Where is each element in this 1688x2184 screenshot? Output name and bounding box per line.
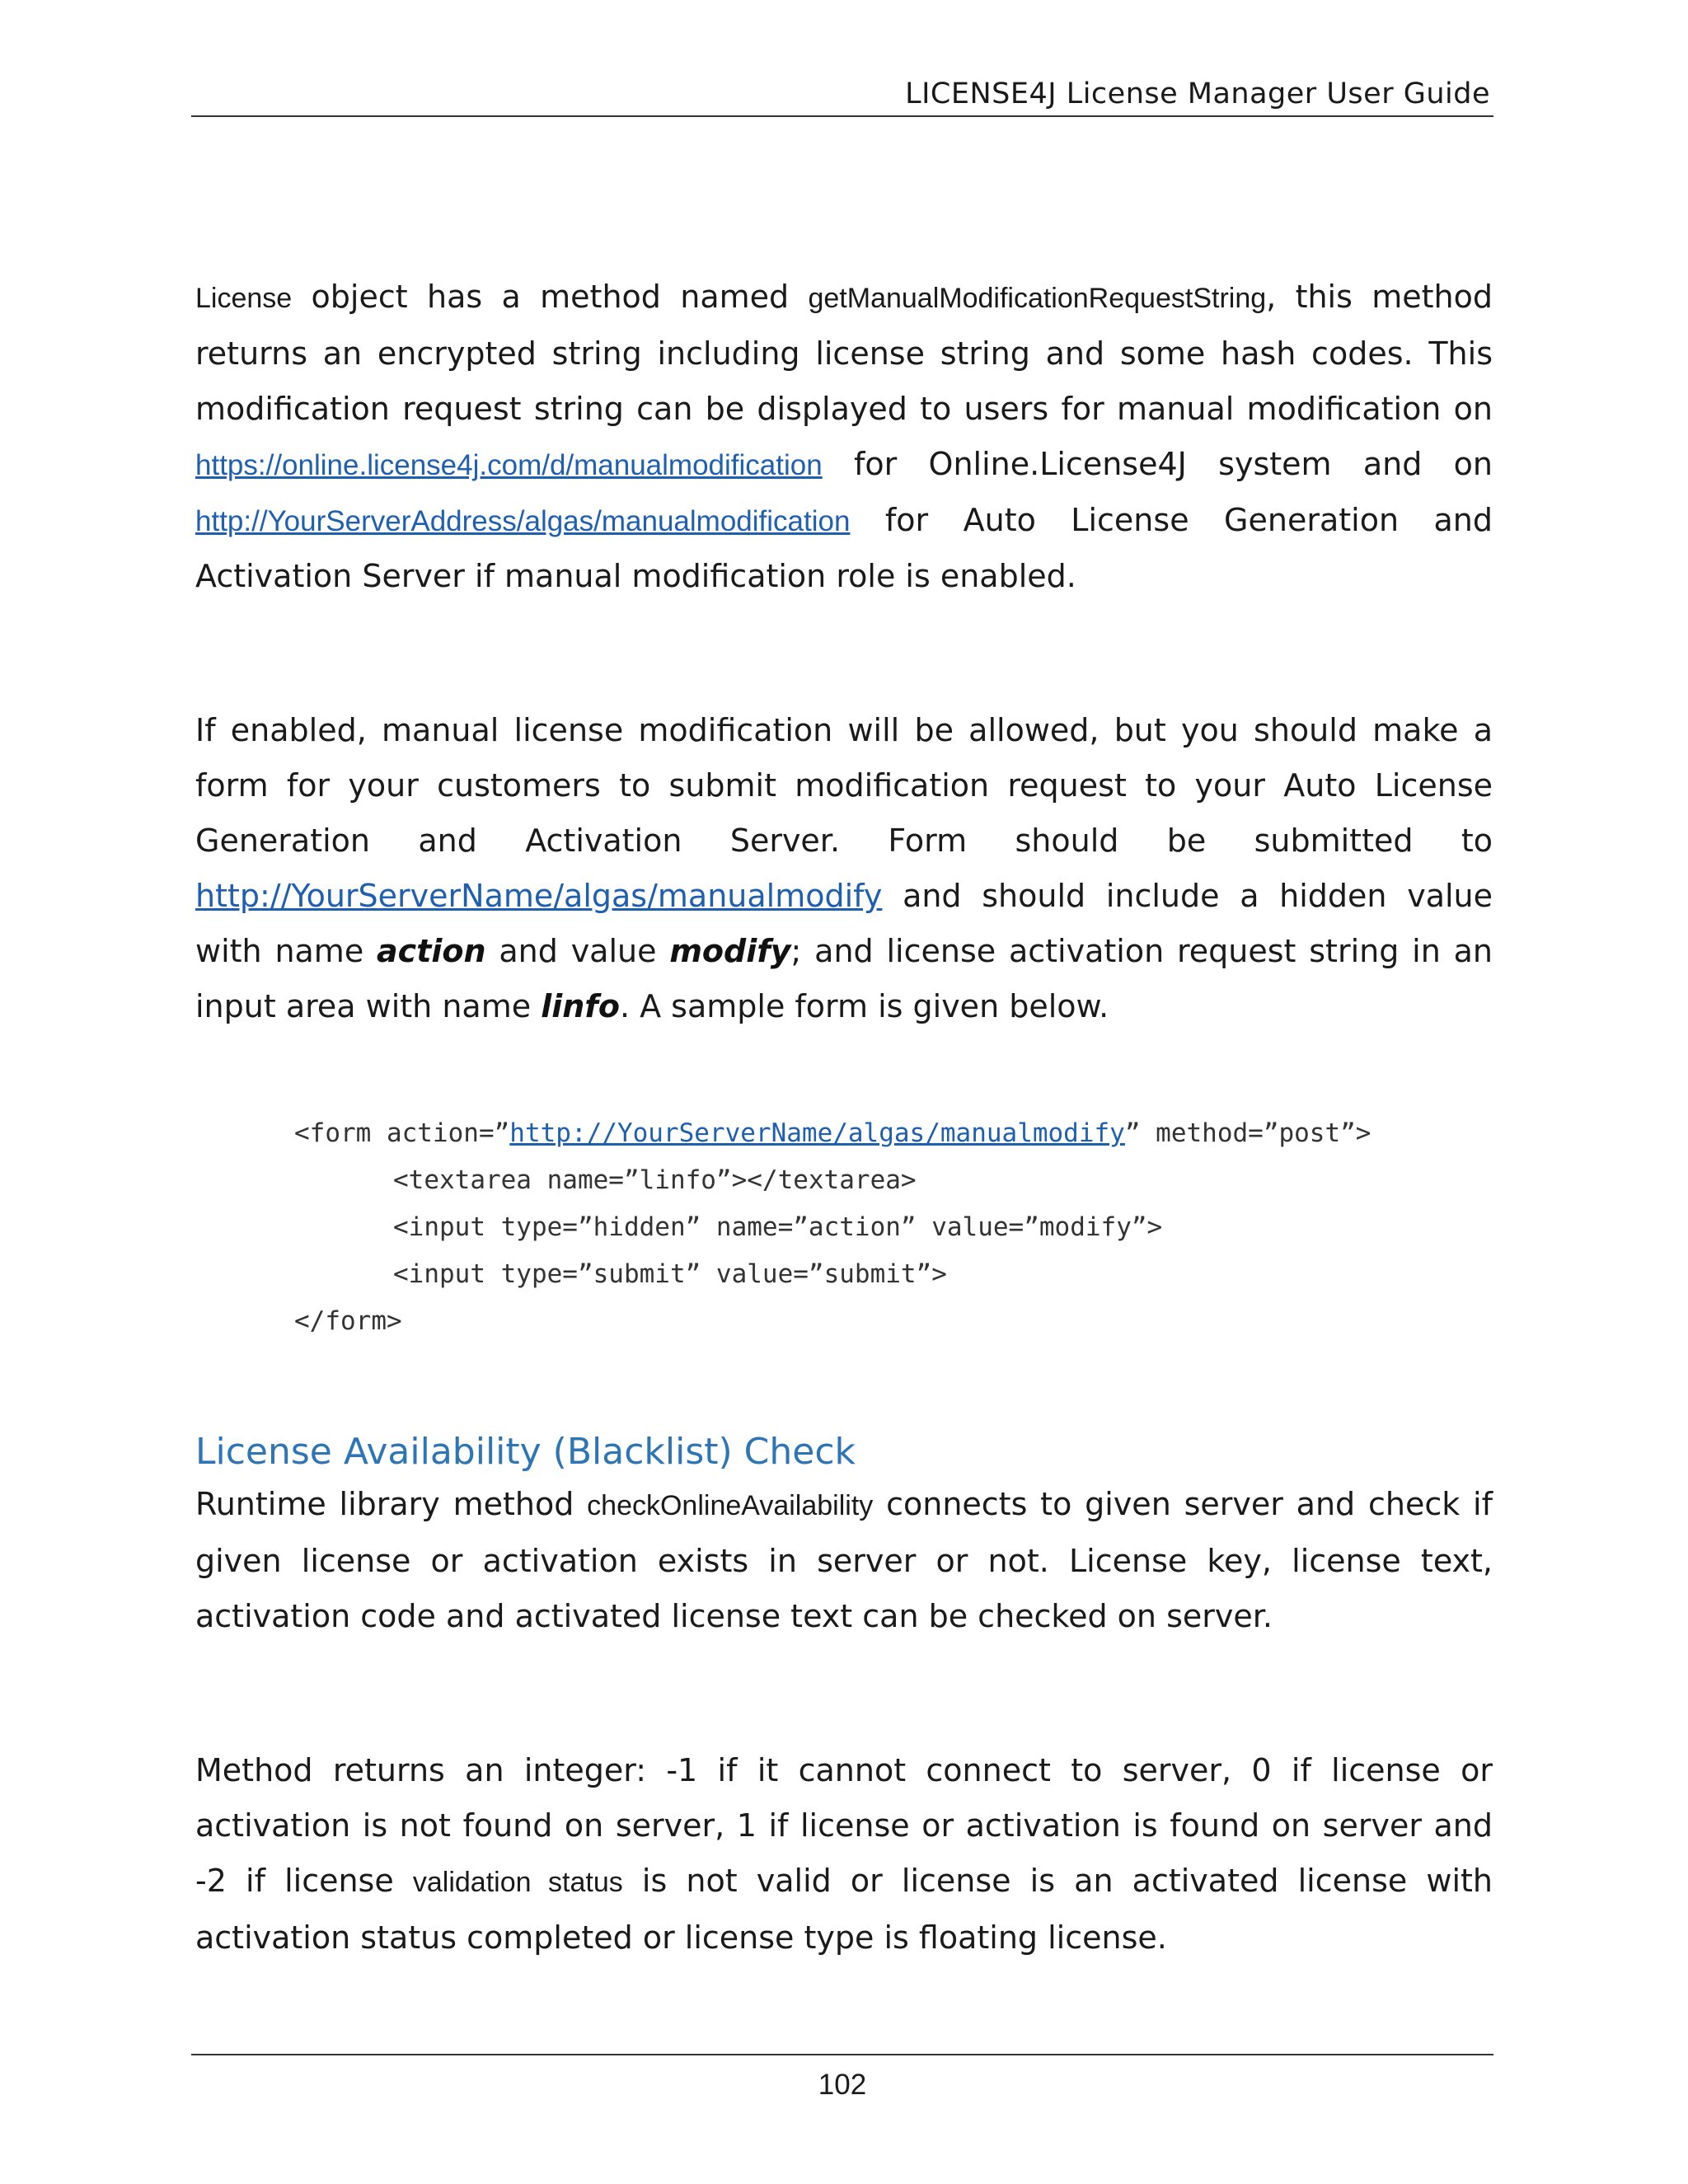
link-server-manual-modification[interactable]: http://YourServerAddress/algas/manualmodification xyxy=(195,505,851,537)
code-word-license: License xyxy=(195,283,293,314)
code-word-method: getManualModificationRequestString xyxy=(808,283,1267,314)
link-online-manual-modification[interactable]: https://online.license4j.com/d/manualmodification xyxy=(195,449,823,481)
paragraph-check-online-availability xyxy=(195,1477,1493,1644)
page-footer xyxy=(191,2054,1493,2101)
text: , this method returns an encrypted string including license string and some hash codes. This modification request string can be displayed to users for manual modification on xyxy=(195,279,1493,427)
code-word-validation-status: validation status xyxy=(412,1867,623,1898)
keyword-linfo: linfo xyxy=(541,988,620,1024)
text: is not valid or license is an activated license with activation status completed or license type is floating license. xyxy=(195,1863,1493,1956)
text: connects to given server and check if given license or activation exists in server or not. License key, license text, activation code and activated license text can be checked on server. xyxy=(195,1486,1493,1634)
code-link-manual-modify[interactable]: http://YourServerName/algas/manualmodify xyxy=(509,1118,1125,1148)
paragraph-manual-modify-form xyxy=(195,703,1493,1034)
text: for Auto License Generation and Activation Server if manual modification role is enabled. xyxy=(195,502,1493,594)
keyword-action: action xyxy=(377,933,486,969)
text: object has a method named xyxy=(292,279,809,315)
text: Runtime library method xyxy=(195,1486,588,1522)
page-content xyxy=(195,269,1493,1966)
code-text: ” method=”post”> xyxy=(1124,1118,1372,1148)
header-title: LICENSE4J License Manager User Guide xyxy=(905,77,1490,110)
paragraph-manual-modification-request xyxy=(195,269,1493,604)
text: Method returns an integer: -1 if it cannot connect to server, 0 if license or activation is not found on server, 1 if license or activation is found on server and -2 if license xyxy=(195,1752,1493,1899)
code-line-1 xyxy=(294,1110,1493,1157)
sample-form-code xyxy=(294,1110,1493,1345)
paragraph-method-returns xyxy=(195,1743,1493,1966)
link-manual-modify[interactable]: http://YourServerName/algas/manualmodify xyxy=(195,878,883,914)
code-line-4: <input type=”submit” value=”submit”> xyxy=(393,1259,947,1289)
section-heading: License Availability (Blacklist) Check xyxy=(195,1431,856,1473)
text: . A sample form is given below. xyxy=(619,988,1109,1024)
page-header xyxy=(191,76,1493,117)
code-line-5: </form> xyxy=(294,1306,402,1336)
code-text: <form action=” xyxy=(294,1118,510,1148)
text: and value xyxy=(485,933,670,969)
code-line-3: <input type=”hidden” name=”action” value=”modify”> xyxy=(393,1212,1163,1242)
code-word-check-online-availability: checkOnlineAvailability xyxy=(587,1490,874,1521)
text: and should include a hidden value with name xyxy=(195,878,1493,969)
text: for Online.License4J system and on xyxy=(822,446,1493,482)
code-line-2: <textarea name=”linfo”></textarea> xyxy=(393,1165,917,1195)
text: If enabled, manual license modification will be allowed, but you should make a form for your customers to submit modification request to your Auto License Generation and Activation Server. Form should be submitted to xyxy=(195,712,1493,859)
keyword-modify: modify xyxy=(669,933,791,969)
text: ; and license activation request string in an input area with name xyxy=(195,933,1493,1024)
page-number: 102 xyxy=(818,2069,867,2101)
